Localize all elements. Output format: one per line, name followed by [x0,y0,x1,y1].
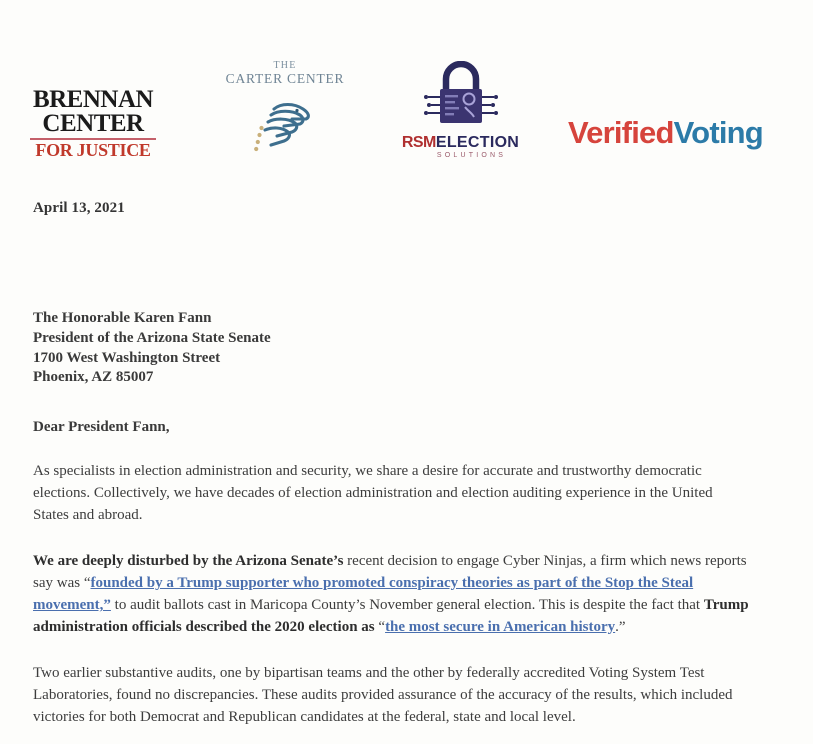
recipient-title: President of the Arizona State Senate [33,329,271,346]
rsm-word-solutions: SOLUTIONS [436,152,507,159]
vv-word-verified: Verified [568,115,674,150]
recipient-street: 1700 West Washington Street [33,349,221,366]
vv-word-voting: Voting [673,115,763,150]
link-most-secure-election[interactable]: the most secure in American history [385,618,616,635]
padlock-circuit-icon [422,61,500,133]
paragraph-1: As specialists in election administration and security, we share a desire for accurate and trustworthy democratic elections. Collectively, we have decades of election administration and election auditing experience in the United States and abroad. [33,463,713,523]
p2-segment-b: to audit ballots cast in Maricopa County’s November general election. This is despite the fact that [110,596,704,613]
carter-line-the: THE [273,60,297,71]
brennan-line-3: FOR JUSTICE [35,139,151,160]
letter-body [33,200,757,744]
recipient-city-state-zip: Phoenix, AZ 85007 [33,369,154,386]
verified-voting-wordmark [568,117,763,148]
logo-verified-voting [568,117,763,148]
link-cyber-ninjas-founder[interactable]: founded by a Trump supporter who promoted conspiracy theories as part of the Stop the Steal movement,” [33,575,694,613]
p2-bold-mid: Trump administration officials described the 2020 election as [33,596,749,635]
logo-brennan-center [30,88,156,159]
paragraph-2 [33,551,749,638]
brennan-line-2: CENTER [42,109,144,137]
brennan-line-1: BRENNAN [32,86,154,113]
eagle-icon [248,93,322,155]
rsm-word-election: ELECTION [435,134,520,151]
p2-bold-lead: We are deeply disturbed by the Arizona Senate’s [33,553,344,570]
recipient-name: The Honorable Karen Fann [33,310,212,326]
logo-rsm-election-solutions [398,61,523,159]
logo-carter-center [215,60,355,160]
p2-segment-c: “ [374,618,386,635]
salutation: Dear President Fann, [33,419,170,436]
rsm-word-rsm: RSM [401,134,436,151]
p2-segment-a: recent decision to engage Cyber Ninjas, a firm which news reports say was “ [33,553,747,592]
letter-date: April 13, 2021 [33,200,125,216]
letterhead-logo-row [0,55,813,180]
carter-line-name: CARTER CENTER [225,71,345,86]
rsm-wordmark [398,135,523,151]
p2-segment-d: .” [615,618,626,635]
recipient-address-block [33,309,757,388]
paragraph-3: Two earlier substantive audits, one by bipartisan teams and the other by federally accredited Voting System Test Laboratories, found no discrepancies. These audits provided assurance of the accuracy of the results, which included victories for both Democrat and Republican candidates at the federal, state and local level. [33,665,733,725]
